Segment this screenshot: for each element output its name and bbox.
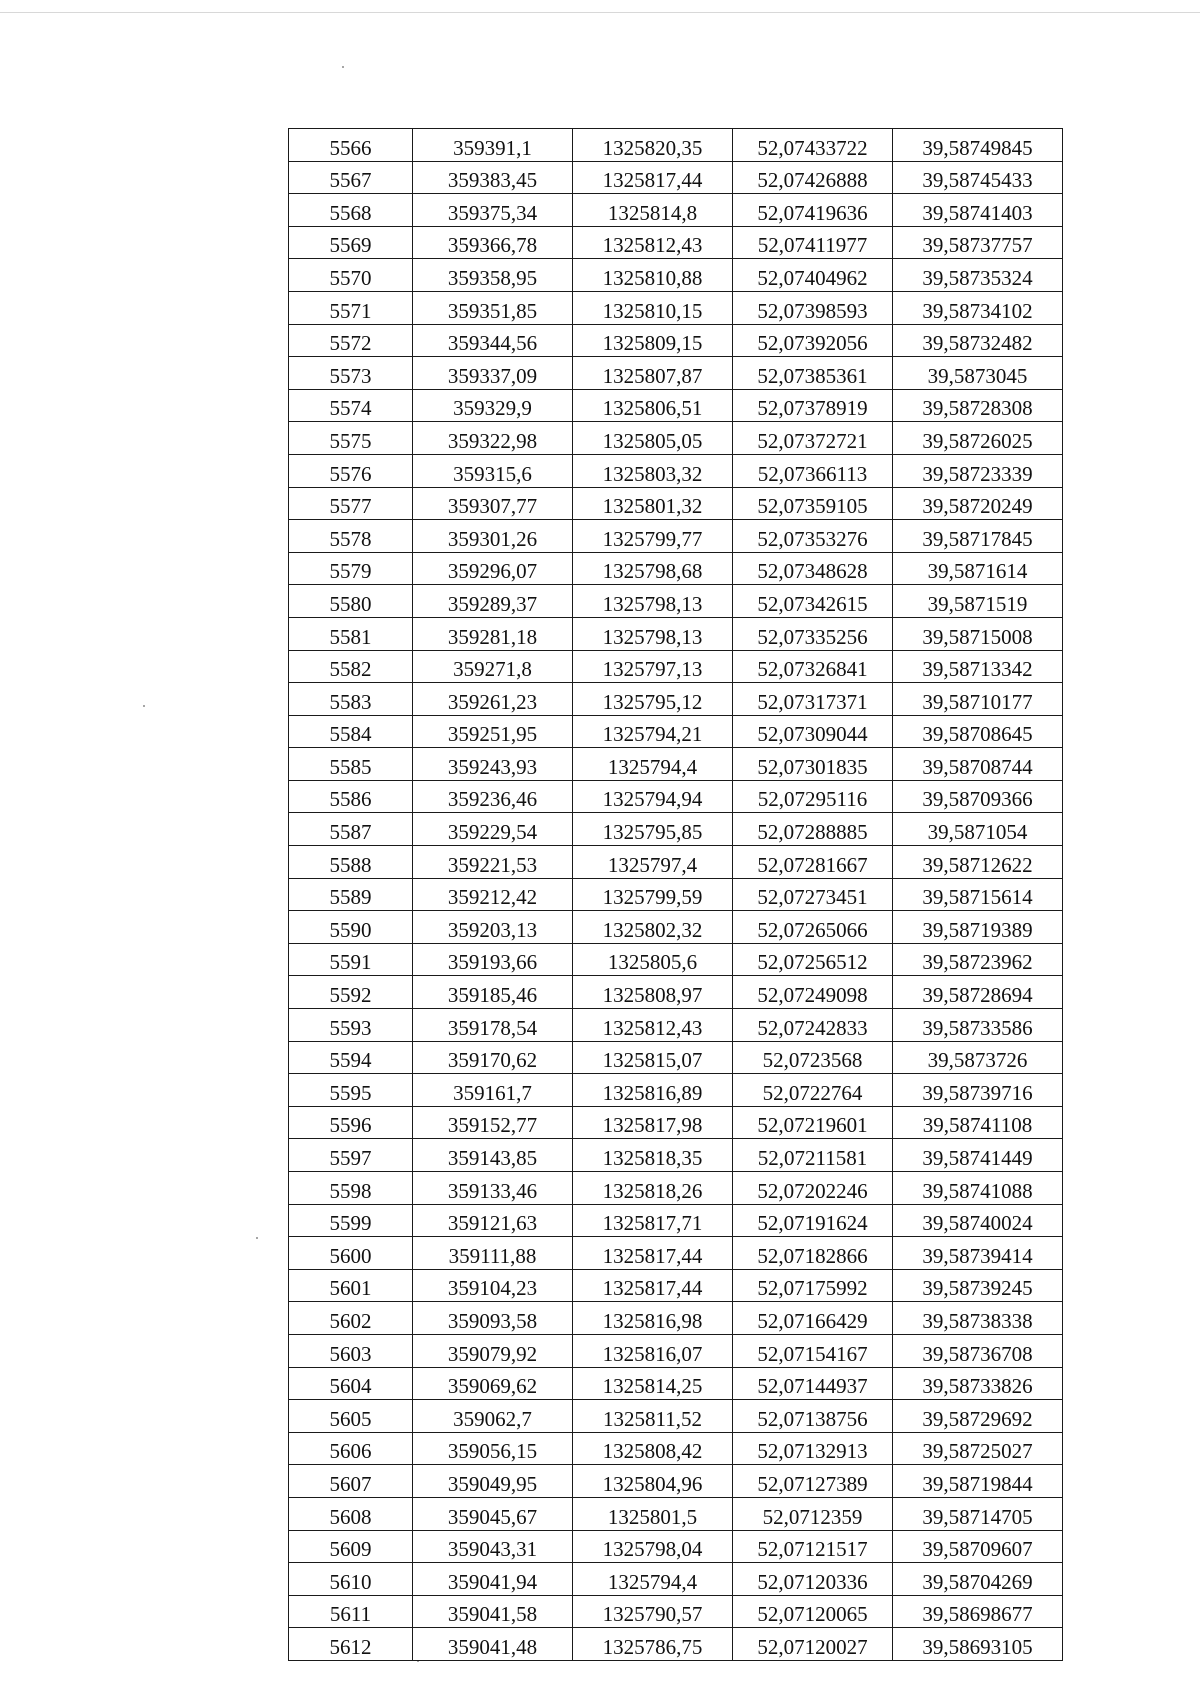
y-coordinate-cell: 1325814,25 xyxy=(573,1367,733,1400)
x-coordinate-cell: 359062,7 xyxy=(413,1400,573,1433)
point-number-cell: 5575 xyxy=(289,422,413,455)
longitude-cell: 39,58741088 xyxy=(893,1172,1063,1205)
point-number-cell: 5599 xyxy=(289,1204,413,1237)
y-coordinate-cell: 1325815,07 xyxy=(573,1041,733,1074)
latitude-cell: 52,07120027 xyxy=(733,1628,893,1661)
x-coordinate-cell: 359322,98 xyxy=(413,422,573,455)
table-row xyxy=(289,1237,1063,1270)
point-number-cell: 5576 xyxy=(289,454,413,487)
x-coordinate-cell: 359093,58 xyxy=(413,1302,573,1335)
latitude-cell: 52,07166429 xyxy=(733,1302,893,1335)
latitude-cell: 52,07202246 xyxy=(733,1172,893,1205)
x-coordinate-cell: 359289,37 xyxy=(413,585,573,618)
point-number-cell: 5605 xyxy=(289,1400,413,1433)
table-row xyxy=(289,487,1063,520)
latitude-cell: 52,07378919 xyxy=(733,389,893,422)
y-coordinate-cell: 1325812,43 xyxy=(573,1009,733,1042)
point-number-cell: 5608 xyxy=(289,1497,413,1530)
longitude-cell: 39,58726025 xyxy=(893,422,1063,455)
table-row xyxy=(289,1334,1063,1367)
scan-speck xyxy=(342,66,344,68)
x-coordinate-cell: 359079,92 xyxy=(413,1334,573,1367)
x-coordinate-cell: 359229,54 xyxy=(413,813,573,846)
latitude-cell: 52,07219601 xyxy=(733,1106,893,1139)
table-row xyxy=(289,911,1063,944)
point-number-cell: 5579 xyxy=(289,552,413,585)
longitude-cell: 39,58723339 xyxy=(893,454,1063,487)
table-row xyxy=(289,1530,1063,1563)
point-number-cell: 5591 xyxy=(289,943,413,976)
longitude-cell: 39,58715008 xyxy=(893,617,1063,650)
y-coordinate-cell: 1325805,6 xyxy=(573,943,733,976)
y-coordinate-cell: 1325818,35 xyxy=(573,1139,733,1172)
latitude-cell: 52,07326841 xyxy=(733,650,893,683)
latitude-cell: 52,07372721 xyxy=(733,422,893,455)
latitude-cell: 52,07132913 xyxy=(733,1432,893,1465)
longitude-cell: 39,58714705 xyxy=(893,1497,1063,1530)
table-row xyxy=(289,715,1063,748)
point-number-cell: 5582 xyxy=(289,650,413,683)
x-coordinate-cell: 359203,13 xyxy=(413,911,573,944)
latitude-cell: 52,07120336 xyxy=(733,1563,893,1596)
x-coordinate-cell: 359366,78 xyxy=(413,226,573,259)
point-number-cell: 5606 xyxy=(289,1432,413,1465)
latitude-cell: 52,07242833 xyxy=(733,1009,893,1042)
x-coordinate-cell: 359358,95 xyxy=(413,259,573,292)
point-number-cell: 5601 xyxy=(289,1269,413,1302)
table-row xyxy=(289,1074,1063,1107)
table-row xyxy=(289,943,1063,976)
table-row xyxy=(289,552,1063,585)
y-coordinate-cell: 1325817,71 xyxy=(573,1204,733,1237)
point-number-cell: 5609 xyxy=(289,1530,413,1563)
latitude-cell: 52,07191624 xyxy=(733,1204,893,1237)
longitude-cell: 39,58741449 xyxy=(893,1139,1063,1172)
point-number-cell: 5569 xyxy=(289,226,413,259)
longitude-cell: 39,58704269 xyxy=(893,1563,1063,1596)
table-row xyxy=(289,226,1063,259)
latitude-cell: 52,07359105 xyxy=(733,487,893,520)
point-number-cell: 5593 xyxy=(289,1009,413,1042)
longitude-cell: 39,58708744 xyxy=(893,748,1063,781)
latitude-cell: 52,07335256 xyxy=(733,617,893,650)
point-number-cell: 5604 xyxy=(289,1367,413,1400)
table-row xyxy=(289,389,1063,422)
x-coordinate-cell: 359185,46 xyxy=(413,976,573,1009)
longitude-cell: 39,58739716 xyxy=(893,1074,1063,1107)
coordinates-table-body xyxy=(289,129,1063,1661)
table-row xyxy=(289,1172,1063,1205)
longitude-cell: 39,58719844 xyxy=(893,1465,1063,1498)
latitude-cell: 52,07120065 xyxy=(733,1595,893,1628)
y-coordinate-cell: 1325798,04 xyxy=(573,1530,733,1563)
y-coordinate-cell: 1325794,4 xyxy=(573,1563,733,1596)
y-coordinate-cell: 1325818,26 xyxy=(573,1172,733,1205)
x-coordinate-cell: 359056,15 xyxy=(413,1432,573,1465)
longitude-cell: 39,58728308 xyxy=(893,389,1063,422)
y-coordinate-cell: 1325806,51 xyxy=(573,389,733,422)
table-row xyxy=(289,129,1063,162)
table-row xyxy=(289,161,1063,194)
y-coordinate-cell: 1325817,44 xyxy=(573,1269,733,1302)
table-row xyxy=(289,1139,1063,1172)
longitude-cell: 39,58738338 xyxy=(893,1302,1063,1335)
table-row xyxy=(289,1041,1063,1074)
x-coordinate-cell: 359041,94 xyxy=(413,1563,573,1596)
latitude-cell: 52,07404962 xyxy=(733,259,893,292)
latitude-cell: 52,07426888 xyxy=(733,161,893,194)
x-coordinate-cell: 359344,56 xyxy=(413,324,573,357)
table-row xyxy=(289,422,1063,455)
longitude-cell: 39,58723962 xyxy=(893,943,1063,976)
x-coordinate-cell: 359069,62 xyxy=(413,1367,573,1400)
latitude-cell: 52,07366113 xyxy=(733,454,893,487)
longitude-cell: 39,58734102 xyxy=(893,291,1063,324)
y-coordinate-cell: 1325794,21 xyxy=(573,715,733,748)
longitude-cell: 39,58732482 xyxy=(893,324,1063,357)
longitude-cell: 39,58693105 xyxy=(893,1628,1063,1661)
latitude-cell: 52,07144937 xyxy=(733,1367,893,1400)
x-coordinate-cell: 359243,93 xyxy=(413,748,573,781)
y-coordinate-cell: 1325801,5 xyxy=(573,1497,733,1530)
longitude-cell: 39,58717845 xyxy=(893,520,1063,553)
x-coordinate-cell: 359104,23 xyxy=(413,1269,573,1302)
latitude-cell: 52,07309044 xyxy=(733,715,893,748)
table-row xyxy=(289,1106,1063,1139)
y-coordinate-cell: 1325795,85 xyxy=(573,813,733,846)
y-coordinate-cell: 1325797,13 xyxy=(573,650,733,683)
longitude-cell: 39,58725027 xyxy=(893,1432,1063,1465)
longitude-cell: 39,5873045 xyxy=(893,357,1063,390)
x-coordinate-cell: 359391,1 xyxy=(413,129,573,162)
table-row xyxy=(289,650,1063,683)
table-row xyxy=(289,1563,1063,1596)
x-coordinate-cell: 359315,6 xyxy=(413,454,573,487)
scan-speck xyxy=(143,705,145,707)
table-row xyxy=(289,1367,1063,1400)
y-coordinate-cell: 1325817,44 xyxy=(573,1237,733,1270)
y-coordinate-cell: 1325795,12 xyxy=(573,683,733,716)
point-number-cell: 5577 xyxy=(289,487,413,520)
point-number-cell: 5596 xyxy=(289,1106,413,1139)
point-number-cell: 5567 xyxy=(289,161,413,194)
x-coordinate-cell: 359161,7 xyxy=(413,1074,573,1107)
point-number-cell: 5587 xyxy=(289,813,413,846)
table-row xyxy=(289,194,1063,227)
x-coordinate-cell: 359152,77 xyxy=(413,1106,573,1139)
y-coordinate-cell: 1325808,97 xyxy=(573,976,733,1009)
longitude-cell: 39,58735324 xyxy=(893,259,1063,292)
y-coordinate-cell: 1325799,59 xyxy=(573,878,733,911)
table-row xyxy=(289,1302,1063,1335)
table-row xyxy=(289,259,1063,292)
point-number-cell: 5595 xyxy=(289,1074,413,1107)
latitude-cell: 52,07121517 xyxy=(733,1530,893,1563)
scan-edge-line xyxy=(0,12,1200,13)
longitude-cell: 39,58719389 xyxy=(893,911,1063,944)
table-row xyxy=(289,585,1063,618)
point-number-cell: 5611 xyxy=(289,1595,413,1628)
y-coordinate-cell: 1325794,4 xyxy=(573,748,733,781)
y-coordinate-cell: 1325802,32 xyxy=(573,911,733,944)
latitude-cell: 52,07256512 xyxy=(733,943,893,976)
y-coordinate-cell: 1325816,98 xyxy=(573,1302,733,1335)
y-coordinate-cell: 1325797,4 xyxy=(573,846,733,879)
x-coordinate-cell: 359383,45 xyxy=(413,161,573,194)
x-coordinate-cell: 359307,77 xyxy=(413,487,573,520)
y-coordinate-cell: 1325809,15 xyxy=(573,324,733,357)
y-coordinate-cell: 1325810,88 xyxy=(573,259,733,292)
table-row xyxy=(289,520,1063,553)
latitude-cell: 52,07433722 xyxy=(733,129,893,162)
point-number-cell: 5594 xyxy=(289,1041,413,1074)
table-row xyxy=(289,291,1063,324)
table-row xyxy=(289,976,1063,1009)
y-coordinate-cell: 1325812,43 xyxy=(573,226,733,259)
y-coordinate-cell: 1325798,13 xyxy=(573,585,733,618)
latitude-cell: 52,07154167 xyxy=(733,1334,893,1367)
longitude-cell: 39,58739245 xyxy=(893,1269,1063,1302)
y-coordinate-cell: 1325810,15 xyxy=(573,291,733,324)
longitude-cell: 39,5873726 xyxy=(893,1041,1063,1074)
point-number-cell: 5566 xyxy=(289,129,413,162)
longitude-cell: 39,58720249 xyxy=(893,487,1063,520)
coordinates-table xyxy=(288,128,1063,1661)
x-coordinate-cell: 359271,8 xyxy=(413,650,573,683)
latitude-cell: 52,07317371 xyxy=(733,683,893,716)
table-row xyxy=(289,1432,1063,1465)
latitude-cell: 52,07295116 xyxy=(733,780,893,813)
point-number-cell: 5588 xyxy=(289,846,413,879)
longitude-cell: 39,58729692 xyxy=(893,1400,1063,1433)
y-coordinate-cell: 1325811,52 xyxy=(573,1400,733,1433)
longitude-cell: 39,5871519 xyxy=(893,585,1063,618)
longitude-cell: 39,58733826 xyxy=(893,1367,1063,1400)
latitude-cell: 52,07127389 xyxy=(733,1465,893,1498)
longitude-cell: 39,58708645 xyxy=(893,715,1063,748)
latitude-cell: 52,07392056 xyxy=(733,324,893,357)
y-coordinate-cell: 1325807,87 xyxy=(573,357,733,390)
longitude-cell: 39,58745433 xyxy=(893,161,1063,194)
longitude-cell: 39,5871054 xyxy=(893,813,1063,846)
table-row xyxy=(289,1400,1063,1433)
y-coordinate-cell: 1325794,94 xyxy=(573,780,733,813)
y-coordinate-cell: 1325801,32 xyxy=(573,487,733,520)
point-number-cell: 5572 xyxy=(289,324,413,357)
longitude-cell: 39,58710177 xyxy=(893,683,1063,716)
latitude-cell: 52,07301835 xyxy=(733,748,893,781)
latitude-cell: 52,0723568 xyxy=(733,1041,893,1074)
point-number-cell: 5610 xyxy=(289,1563,413,1596)
table-row xyxy=(289,1497,1063,1530)
latitude-cell: 52,07353276 xyxy=(733,520,893,553)
table-row xyxy=(289,1465,1063,1498)
longitude-cell: 39,58737757 xyxy=(893,226,1063,259)
point-number-cell: 5581 xyxy=(289,617,413,650)
point-number-cell: 5571 xyxy=(289,291,413,324)
table-row xyxy=(289,1595,1063,1628)
y-coordinate-cell: 1325790,57 xyxy=(573,1595,733,1628)
longitude-cell: 39,58713342 xyxy=(893,650,1063,683)
point-number-cell: 5574 xyxy=(289,389,413,422)
table-row xyxy=(289,1269,1063,1302)
y-coordinate-cell: 1325803,32 xyxy=(573,454,733,487)
latitude-cell: 52,07385361 xyxy=(733,357,893,390)
point-number-cell: 5570 xyxy=(289,259,413,292)
x-coordinate-cell: 359041,58 xyxy=(413,1595,573,1628)
point-number-cell: 5568 xyxy=(289,194,413,227)
y-coordinate-cell: 1325805,05 xyxy=(573,422,733,455)
longitude-cell: 39,58736708 xyxy=(893,1334,1063,1367)
latitude-cell: 52,07138756 xyxy=(733,1400,893,1433)
longitude-cell: 39,58709366 xyxy=(893,780,1063,813)
longitude-cell: 39,58739414 xyxy=(893,1237,1063,1270)
y-coordinate-cell: 1325816,89 xyxy=(573,1074,733,1107)
x-coordinate-cell: 359337,09 xyxy=(413,357,573,390)
latitude-cell: 52,07265066 xyxy=(733,911,893,944)
point-number-cell: 5573 xyxy=(289,357,413,390)
x-coordinate-cell: 359121,63 xyxy=(413,1204,573,1237)
longitude-cell: 39,58715614 xyxy=(893,878,1063,911)
table-row xyxy=(289,1628,1063,1661)
latitude-cell: 52,0722764 xyxy=(733,1074,893,1107)
longitude-cell: 39,58740024 xyxy=(893,1204,1063,1237)
longitude-cell: 39,58712622 xyxy=(893,846,1063,879)
x-coordinate-cell: 359375,34 xyxy=(413,194,573,227)
longitude-cell: 39,58741108 xyxy=(893,1106,1063,1139)
table-row xyxy=(289,1204,1063,1237)
x-coordinate-cell: 359236,46 xyxy=(413,780,573,813)
x-coordinate-cell: 359043,31 xyxy=(413,1530,573,1563)
point-number-cell: 5592 xyxy=(289,976,413,1009)
point-number-cell: 5603 xyxy=(289,1334,413,1367)
latitude-cell: 52,07342615 xyxy=(733,585,893,618)
point-number-cell: 5598 xyxy=(289,1172,413,1205)
y-coordinate-cell: 1325814,8 xyxy=(573,194,733,227)
y-coordinate-cell: 1325817,44 xyxy=(573,161,733,194)
point-number-cell: 5580 xyxy=(289,585,413,618)
x-coordinate-cell: 359351,85 xyxy=(413,291,573,324)
point-number-cell: 5612 xyxy=(289,1628,413,1661)
x-coordinate-cell: 359281,18 xyxy=(413,617,573,650)
y-coordinate-cell: 1325786,75 xyxy=(573,1628,733,1661)
x-coordinate-cell: 359296,07 xyxy=(413,552,573,585)
x-coordinate-cell: 359178,54 xyxy=(413,1009,573,1042)
table-row xyxy=(289,878,1063,911)
point-number-cell: 5597 xyxy=(289,1139,413,1172)
table-row xyxy=(289,813,1063,846)
longitude-cell: 39,5871614 xyxy=(893,552,1063,585)
point-number-cell: 5589 xyxy=(289,878,413,911)
table-row xyxy=(289,1009,1063,1042)
point-number-cell: 5578 xyxy=(289,520,413,553)
latitude-cell: 52,07288885 xyxy=(733,813,893,846)
y-coordinate-cell: 1325798,68 xyxy=(573,552,733,585)
point-number-cell: 5584 xyxy=(289,715,413,748)
point-number-cell: 5583 xyxy=(289,683,413,716)
table-row xyxy=(289,357,1063,390)
longitude-cell: 39,58733586 xyxy=(893,1009,1063,1042)
table-row xyxy=(289,780,1063,813)
longitude-cell: 39,58741403 xyxy=(893,194,1063,227)
x-coordinate-cell: 359251,95 xyxy=(413,715,573,748)
y-coordinate-cell: 1325816,07 xyxy=(573,1334,733,1367)
latitude-cell: 52,07273451 xyxy=(733,878,893,911)
latitude-cell: 52,07348628 xyxy=(733,552,893,585)
x-coordinate-cell: 359041,48 xyxy=(413,1628,573,1661)
table-row xyxy=(289,454,1063,487)
scan-speck xyxy=(256,1237,258,1239)
y-coordinate-cell: 1325798,13 xyxy=(573,617,733,650)
point-number-cell: 5602 xyxy=(289,1302,413,1335)
longitude-cell: 39,58698677 xyxy=(893,1595,1063,1628)
x-coordinate-cell: 359049,95 xyxy=(413,1465,573,1498)
x-coordinate-cell: 359212,42 xyxy=(413,878,573,911)
x-coordinate-cell: 359133,46 xyxy=(413,1172,573,1205)
latitude-cell: 52,07398593 xyxy=(733,291,893,324)
latitude-cell: 52,07211581 xyxy=(733,1139,893,1172)
point-number-cell: 5585 xyxy=(289,748,413,781)
latitude-cell: 52,07411977 xyxy=(733,226,893,259)
x-coordinate-cell: 359111,88 xyxy=(413,1237,573,1270)
point-number-cell: 5586 xyxy=(289,780,413,813)
table-row xyxy=(289,748,1063,781)
latitude-cell: 52,07419636 xyxy=(733,194,893,227)
y-coordinate-cell: 1325817,98 xyxy=(573,1106,733,1139)
x-coordinate-cell: 359170,62 xyxy=(413,1041,573,1074)
latitude-cell: 52,0712359 xyxy=(733,1497,893,1530)
point-number-cell: 5590 xyxy=(289,911,413,944)
table-row xyxy=(289,324,1063,357)
y-coordinate-cell: 1325804,96 xyxy=(573,1465,733,1498)
table-row xyxy=(289,846,1063,879)
x-coordinate-cell: 359045,67 xyxy=(413,1497,573,1530)
longitude-cell: 39,58749845 xyxy=(893,129,1063,162)
longitude-cell: 39,58709607 xyxy=(893,1530,1063,1563)
latitude-cell: 52,07175992 xyxy=(733,1269,893,1302)
longitude-cell: 39,58728694 xyxy=(893,976,1063,1009)
x-coordinate-cell: 359193,66 xyxy=(413,943,573,976)
point-number-cell: 5600 xyxy=(289,1237,413,1270)
latitude-cell: 52,07182866 xyxy=(733,1237,893,1270)
table-row xyxy=(289,617,1063,650)
table-row xyxy=(289,683,1063,716)
point-number-cell: 5607 xyxy=(289,1465,413,1498)
y-coordinate-cell: 1325820,35 xyxy=(573,129,733,162)
x-coordinate-cell: 359301,26 xyxy=(413,520,573,553)
x-coordinate-cell: 359143,85 xyxy=(413,1139,573,1172)
x-coordinate-cell: 359221,53 xyxy=(413,846,573,879)
x-coordinate-cell: 359261,23 xyxy=(413,683,573,716)
y-coordinate-cell: 1325799,77 xyxy=(573,520,733,553)
x-coordinate-cell: 359329,9 xyxy=(413,389,573,422)
latitude-cell: 52,07281667 xyxy=(733,846,893,879)
latitude-cell: 52,07249098 xyxy=(733,976,893,1009)
y-coordinate-cell: 1325808,42 xyxy=(573,1432,733,1465)
